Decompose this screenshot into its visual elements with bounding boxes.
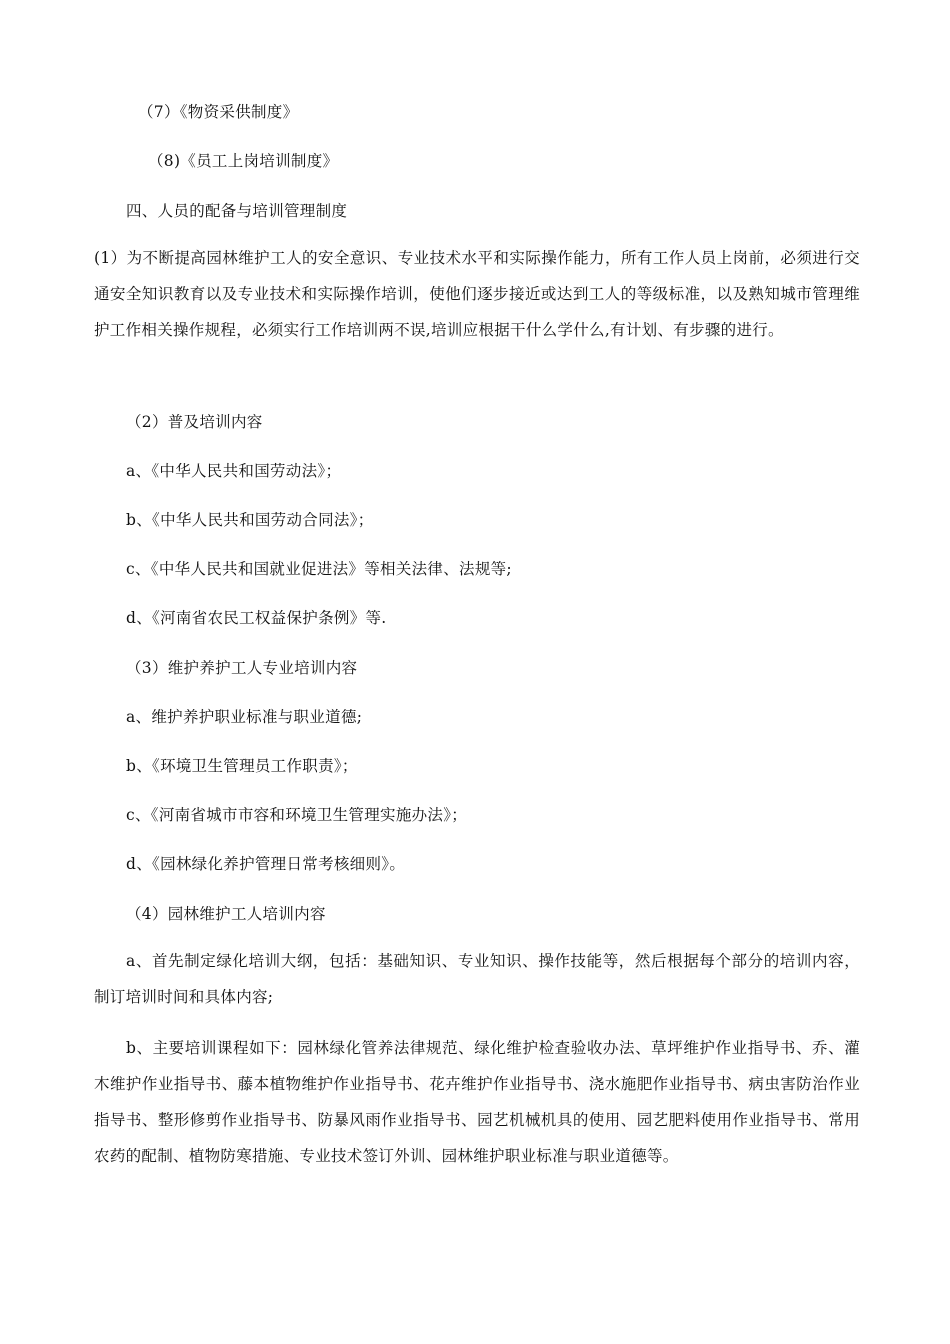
paragraph-4a: a、首先制定绿化培训大纲，包括：基础知识、专业知识、操作技能等，然后根据每个部分的培训内容，制订培训时间和具体内容; [94, 952, 860, 1006]
list-item-2d: d、《河南省农民工权益保护条例》等. [126, 609, 387, 627]
section-heading-4: 四、人员的配备与培训管理制度 [126, 202, 348, 220]
subheading-2: （2）普及培训内容 [126, 413, 263, 431]
paragraph-1: (1）为不断提高园林维护工人的安全意识、专业技术水平和实际操作能力，所有工作人员上岗前，必须进行交通安全知识教育以及专业技术和实际操作培训，使他们逐步接近或达到工人的等级标准，以及熟知城市管理维护工作相关操作规程，必须实行工作培训两不误,培训应根据干什么学什么,有计划、有步骤的进行。 [94, 249, 860, 339]
list-item-2c: c、《中华人民共和国就业促进法》等相关法律、法规等; [126, 560, 512, 578]
list-item-2b: b、《中华人民共和国劳动合同法》； [126, 511, 374, 529]
subheading-4: （4）园林维护工人培训内容 [126, 905, 326, 923]
list-item-3b: b、《环境卫生管理员工作职责》； [126, 757, 358, 775]
list-item-2a: a、《中华人民共和国劳动法》； [126, 462, 342, 480]
list-item-3a: a、维护养护职业标准与职业道德; [126, 708, 363, 726]
list-item-3d: d、《园林绿化养护管理日常考核细则》。 [126, 855, 406, 873]
list-item-8: （8)《员工上岗培训制度》 [148, 152, 339, 170]
paragraph-4b: b、主要培训课程如下：园林绿化管养法律规范、绿化维护检查验收办法、草坪维护作业指导书、乔、灌木维护作业指导书、藤本植物维护作业指导书、花卉维护作业指导书、浇水施肥作业指导书、病虫害防治作业指导书、整形修剪作业指导书、防暴风雨作业指导书、园艺机械机具的使用、园艺肥料使用作业指导书、常用农药的配制、植物防寒措施、专业技术签订外训、园林维护职业标准与职业道德等。 [94, 1039, 860, 1165]
list-item-7: （7）《物资采供制度》 [138, 103, 299, 121]
subheading-3: （3）维护养护工人专业培训内容 [126, 659, 358, 677]
list-item-3c: c、《河南省城市市容和环境卫生管理实施办法》； [126, 806, 468, 824]
